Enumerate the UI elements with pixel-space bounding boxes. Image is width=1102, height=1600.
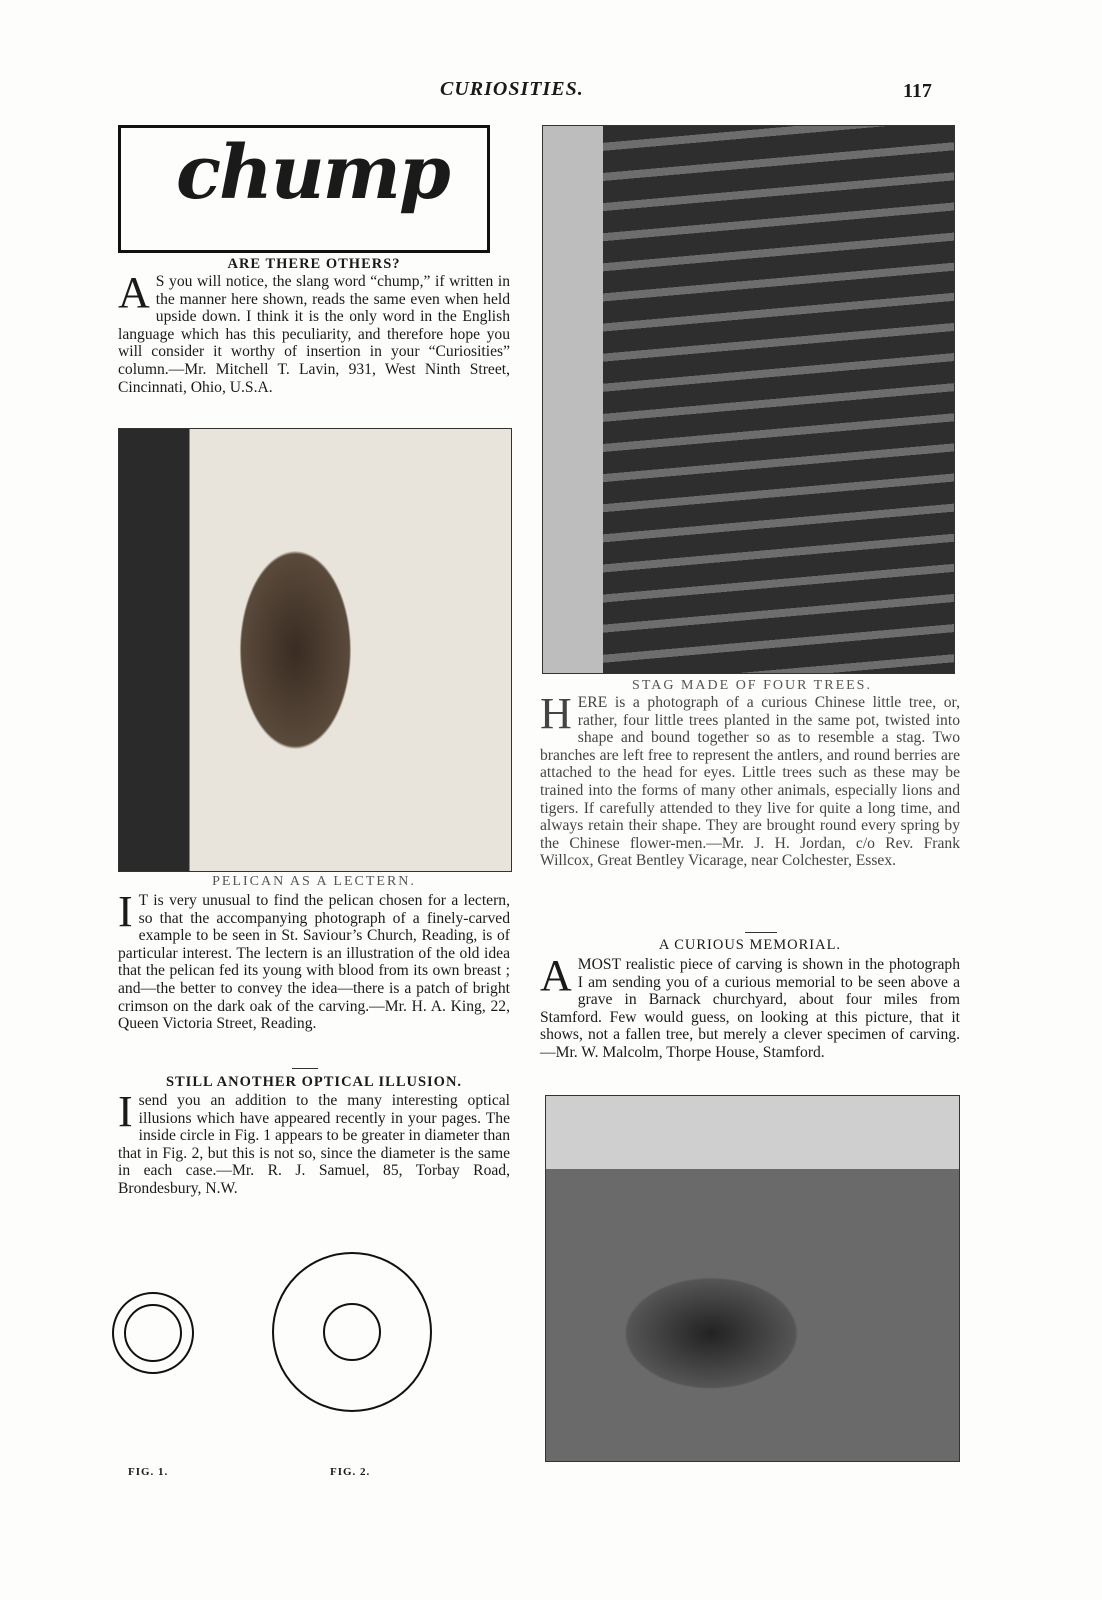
fig1-inner-circle bbox=[124, 1304, 182, 1362]
running-header: CURIOSITIES. bbox=[440, 78, 584, 100]
photo-caption: PELICAN AS A LECTERN. bbox=[212, 874, 416, 889]
article-body: HERE is a photograph of a curious Chinese little tree, or, rather, four little trees planted in the same pot, twisted into shape and bound together so as to resemble a stag. Two branches are left free to represent the antlers, and round berries are attached to the head for eyes. Little trees such as these may be trained into the forms of many other animals, especially lions and tigers. If carefully attended to they live for quite a long time, and always retain their shape. They are brought round every spring by the Chinese flower-men.—Mr. J. H. Jordan, c/o Rev. Frank Willcox, Great Bentley Vicarage, near Colchester, Essex. bbox=[540, 689, 960, 870]
fig1-label: FIG. 1. bbox=[128, 1466, 169, 1478]
stag-trees-photo bbox=[542, 125, 955, 674]
chump-word: chump bbox=[176, 130, 449, 216]
article-body: AMOST realistic piece of carving is shown in the photograph I am sending you of a curious memorial to be seen above a grave in Barnack churchyard, about four miles from Stamford. Few would guess, on looking at this picture, that it shows, not a fallen tree, but merely a clever specimen of carving.—Mr. W. Malcolm, Thorpe House, Stamford. bbox=[540, 951, 960, 1061]
fig2-inner-circle bbox=[323, 1303, 381, 1361]
fig2-label: FIG. 2. bbox=[330, 1466, 371, 1478]
drop-cap: A bbox=[540, 951, 572, 1000]
pelican-lectern-photo bbox=[118, 428, 512, 872]
divider bbox=[745, 932, 777, 933]
chump-illustration bbox=[118, 125, 490, 253]
drop-cap: H bbox=[540, 689, 572, 738]
article-heading: STILL ANOTHER OPTICAL ILLUSION. bbox=[165, 1074, 463, 1090]
photo-caption: STAG MADE OF FOUR TREES. bbox=[632, 678, 872, 693]
memorial-carving-photo bbox=[545, 1095, 960, 1462]
divider bbox=[292, 1068, 318, 1069]
article-body: I T is very unusual to find the pelican chosen for a lectern, so that the accompanying photograph of a finely-carved example to be seen in St. Saviour’s Church, Reading, is of particular interest. The lectern is an illustration of the old idea that the pelican fed its young with blood from its own breast ; and—the better to convey the idea—there is a patch of bright crimson on the dark oak of the carving.—Mr. H. A. King, 22, Queen Victoria Street, Reading. bbox=[118, 887, 510, 1033]
page-number: 117 bbox=[903, 80, 932, 102]
drop-cap: I bbox=[118, 887, 133, 936]
article-body: A S you will notice, the slang word “chump,” if written in the manner here shown, reads the same even when held upside down. I think it is the only word in the English language which has this peculiarity, and therefore hope you will consider it worthy of insertion in your “Curiosities” column.—Mr. Mitchell T. Lavin, 931, West Ninth Street, Cincinnati, Ohio, U.S.A. bbox=[118, 268, 510, 396]
drop-cap: I bbox=[118, 1087, 133, 1136]
article-body: Isend you an addition to the many interesting optical illusions which have appeared recently in your pages. The inside circle in Fig. 1 appears to be greater in diameter than that in Fig. 2, but this is not so, since the diameter is the same in each case.—Mr. R. J. Samuel, 85, Torbay Road, Brondesbury, N.W. bbox=[118, 1087, 510, 1197]
drop-cap: A bbox=[118, 268, 150, 317]
article-heading: ARE THERE OTHERS? bbox=[227, 256, 401, 272]
article-heading: A CURIOUS MEMORIAL. bbox=[658, 937, 842, 953]
